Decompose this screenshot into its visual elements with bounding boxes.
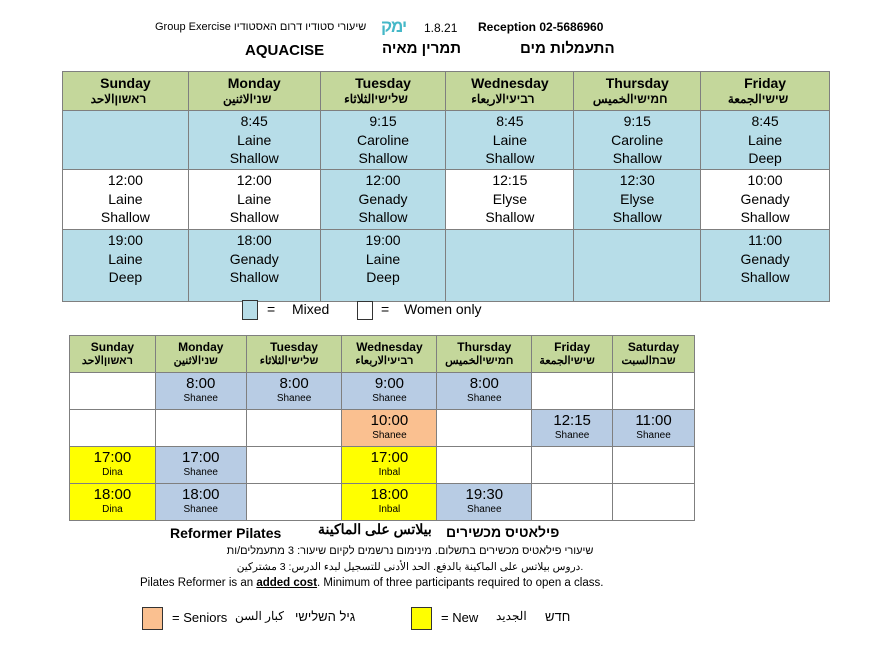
pilates-class-cell xyxy=(246,484,342,521)
pilates-class-cell xyxy=(342,484,437,521)
seniors-legend-hebrew: גיל השלישי xyxy=(295,609,356,624)
pilates-class-cell xyxy=(70,373,156,410)
aquacise-class-cell xyxy=(320,111,446,170)
class-pool: Shallow xyxy=(100,209,150,225)
day-name-hebrew: שישי xyxy=(570,355,595,367)
women-only-legend-label: Women only xyxy=(404,301,482,317)
class-instructor: Caroline xyxy=(611,131,664,148)
aquacise-class-cell xyxy=(574,170,701,230)
class-time: 18:00 xyxy=(370,486,409,503)
class-instructor: Genady xyxy=(229,250,279,267)
class-time: 12:00 xyxy=(365,172,401,188)
day-name-hebrew-arabic xyxy=(437,354,531,368)
class-time: 8:45 xyxy=(496,113,524,129)
pilates-class-cell xyxy=(613,410,695,447)
class-time: 9:15 xyxy=(623,113,651,129)
day-name-hebrew-arabic xyxy=(156,354,246,368)
aquacise-day-header-thursday xyxy=(574,72,701,111)
class-instructor: Shanee xyxy=(467,504,502,515)
day-name-english: Thursday xyxy=(605,75,669,91)
day-name-hebrew-arabic xyxy=(446,91,573,107)
pilates-class-cell xyxy=(437,373,532,410)
day-name-hebrew: ראשון xyxy=(114,92,147,106)
aquacise-class-cell xyxy=(63,170,189,230)
pilates-class-cell xyxy=(342,410,437,447)
seniors-legend-label: = Seniors xyxy=(172,610,228,625)
day-name-arabic: السبت xyxy=(621,355,652,367)
class-instructor: Shanee xyxy=(372,393,407,404)
class-time: 19:30 xyxy=(465,486,504,503)
new-legend-hebrew: חדש xyxy=(545,609,571,624)
pilates-note-english-3: . Minimum of three participants required to open a class. xyxy=(317,577,604,589)
pilates-class-cell xyxy=(532,484,613,521)
women-only-legend-swatch xyxy=(357,301,373,320)
header-reception: Reception 02-5686960 xyxy=(478,20,604,34)
pilates-class-cell xyxy=(342,447,437,484)
aquacise-title-arabic: תמרין מאיה xyxy=(382,40,462,57)
day-name-english: Friday xyxy=(554,340,591,354)
class-pool: Deep xyxy=(108,269,143,285)
day-name-arabic: الاثنين xyxy=(173,355,201,367)
day-name-hebrew: שישי xyxy=(761,92,789,106)
pilates-class-cell xyxy=(246,410,342,447)
aquacise-day-header-friday xyxy=(701,72,830,111)
pilates-class-cell xyxy=(613,484,695,521)
class-time: 12:15 xyxy=(553,412,591,429)
class-time: 19:00 xyxy=(365,232,401,248)
pilates-class-cell xyxy=(342,373,437,410)
aquacise-class-cell xyxy=(63,111,189,170)
women-legend-eq: = xyxy=(381,301,390,317)
class-instructor: Shanee xyxy=(467,393,502,404)
class-instructor: Elyse xyxy=(620,190,655,207)
class-instructor: Caroline xyxy=(356,131,410,148)
class-instructor: Genady xyxy=(740,250,790,267)
header-left-text: Group Exercise שיעורי סטודיו דרום האסטודיו xyxy=(155,21,367,33)
pilates-day-header-wednesday xyxy=(342,336,437,373)
day-name-hebrew-arabic xyxy=(70,354,155,368)
day-name-arabic: الثلاثاء xyxy=(344,92,375,106)
pilates-class-cell xyxy=(155,484,246,521)
mixed-legend-label: Mixed xyxy=(292,301,330,317)
class-instructor: Laine xyxy=(237,190,272,207)
class-pool: Shallow xyxy=(612,209,662,225)
class-time: 9:15 xyxy=(369,113,397,129)
day-name-arabic: الاربعاء xyxy=(355,355,387,367)
class-instructor: Genady xyxy=(740,190,790,207)
class-time: 17:00 xyxy=(370,449,409,466)
class-time: 8:45 xyxy=(751,113,779,129)
day-name-english: Wednesday xyxy=(356,340,423,354)
table-row xyxy=(70,484,695,521)
pilates-day-header-saturday xyxy=(613,336,695,373)
aquacise-day-header-row xyxy=(63,72,830,111)
pilates-note-arabic: دروس بيلاتس على الماكينة بالدفع. الحد الأدنى للتسجيل لبدء الدرس: 3 مشتركين. xyxy=(236,561,584,573)
class-time: 12:30 xyxy=(619,172,655,188)
day-name-hebrew-arabic xyxy=(63,91,188,107)
pilates-class-cell xyxy=(155,373,246,410)
class-time: 8:45 xyxy=(240,113,268,129)
aquacise-class-cell xyxy=(320,170,446,230)
pilates-day-header-friday xyxy=(532,336,613,373)
class-pool: Shallow xyxy=(358,209,408,225)
pilates-class-cell xyxy=(246,447,342,484)
day-name-english: Thursday xyxy=(457,340,512,354)
ymca-logo: ימק xyxy=(381,17,407,36)
table-row xyxy=(63,170,830,230)
class-time: 12:00 xyxy=(107,172,143,188)
table-row xyxy=(70,410,695,447)
class-pool: Shallow xyxy=(229,209,279,225)
pilates-note-english-1: Pilates Reformer is an xyxy=(140,577,257,589)
class-pool: Shallow xyxy=(485,150,535,166)
class-instructor: Shanee xyxy=(636,430,671,441)
class-time: 10:00 xyxy=(370,412,409,429)
aquacise-class-cell xyxy=(701,230,830,302)
pilates-class-cell xyxy=(613,447,695,484)
day-name-english: Sunday xyxy=(90,340,135,354)
aquacise-class-cell xyxy=(320,230,446,302)
class-instructor: Shanee xyxy=(183,393,218,404)
pilates-class-cell xyxy=(70,410,156,447)
pilates-day-header-thursday xyxy=(437,336,532,373)
aquacise-schedule-table xyxy=(62,71,830,302)
pilates-note-added-cost: added cost xyxy=(256,577,318,589)
day-name-arabic: الاربعاء xyxy=(471,92,506,106)
class-time: 18:00 xyxy=(93,486,132,503)
class-instructor: Shanee xyxy=(276,393,312,404)
mixed-legend-swatch xyxy=(242,300,258,320)
aquacise-class-cell xyxy=(574,111,701,170)
day-name-hebrew: שני xyxy=(252,92,272,106)
day-name-english: Saturday xyxy=(627,340,680,354)
class-instructor: Shanee xyxy=(183,504,218,515)
pilates-class-cell xyxy=(532,410,613,447)
aquacise-class-cell xyxy=(446,111,574,170)
pilates-day-header-row xyxy=(70,336,695,373)
aquacise-day-header-monday xyxy=(188,72,320,111)
class-pool: Shallow xyxy=(740,269,790,285)
class-instructor: Inbal xyxy=(378,467,401,478)
day-name-hebrew-arabic xyxy=(342,354,436,368)
class-instructor: Shanee xyxy=(372,430,407,441)
day-name-hebrew: ראשון xyxy=(103,355,133,367)
mixed-legend-eq: = xyxy=(267,301,276,317)
seniors-legend-swatch xyxy=(142,607,163,630)
day-name-hebrew: שלישי xyxy=(374,92,408,106)
aquacise-class-cell xyxy=(188,111,320,170)
day-name-hebrew-arabic xyxy=(574,91,700,107)
pilates-schedule-table xyxy=(69,335,695,521)
day-name-hebrew-arabic xyxy=(321,91,446,107)
day-name-hebrew: רביעי xyxy=(505,92,535,106)
aquacise-title-hebrew: התעמלות מים xyxy=(520,40,615,57)
pilates-class-cell xyxy=(246,373,342,410)
class-pool: Shallow xyxy=(740,209,790,225)
aquacise-day-header-wednesday xyxy=(446,72,574,111)
day-name-hebrew-arabic xyxy=(613,354,694,368)
table-row xyxy=(63,230,830,302)
pilates-class-cell xyxy=(155,447,246,484)
class-pool: Shallow xyxy=(612,150,662,166)
reformer-pilates-title: Reformer Pilates xyxy=(170,525,282,541)
aquacise-day-header-sunday xyxy=(63,72,189,111)
new-legend-swatch xyxy=(411,607,432,630)
pilates-class-cell xyxy=(155,410,246,447)
aquacise-class-cell xyxy=(188,230,320,302)
day-name-english: Tuesday xyxy=(270,340,318,354)
day-name-arabic: الاثنين xyxy=(223,92,253,106)
day-name-arabic: الاحد xyxy=(81,355,104,367)
pilates-class-cell xyxy=(437,410,532,447)
class-pool: Shallow xyxy=(229,150,279,166)
class-instructor: Elyse xyxy=(492,190,527,207)
day-name-hebrew-arabic xyxy=(701,91,829,107)
day-name-arabic: الثلاثاء xyxy=(259,355,288,367)
day-name-hebrew: שלישי xyxy=(287,355,319,367)
pilates-class-cell xyxy=(70,447,156,484)
day-name-english: Sunday xyxy=(100,75,151,91)
aquacise-class-cell xyxy=(701,170,830,230)
class-pool: Deep xyxy=(366,269,400,285)
aquacise-class-cell xyxy=(63,230,189,302)
table-row xyxy=(70,373,695,410)
day-name-english: Monday xyxy=(227,75,281,91)
pilates-day-header-monday xyxy=(155,336,246,373)
class-time: 17:00 xyxy=(93,449,132,466)
day-name-arabic: الاحد xyxy=(90,92,115,106)
class-instructor: Laine xyxy=(108,250,143,267)
class-instructor: Laine xyxy=(237,131,272,148)
day-name-hebrew: רביעי xyxy=(386,355,414,367)
aquacise-day-header-tuesday xyxy=(320,72,446,111)
class-time: 19:00 xyxy=(107,232,143,248)
class-instructor: Dina xyxy=(102,467,123,478)
pilates-note-english xyxy=(140,577,603,589)
day-name-arabic: الجمعة xyxy=(727,92,762,106)
pilates-class-cell xyxy=(532,447,613,484)
class-time: 8:00 xyxy=(279,375,309,392)
aquacise-title: AQUACISE xyxy=(245,42,325,59)
class-instructor: Shanee xyxy=(554,430,590,441)
class-time: 11:00 xyxy=(635,412,672,429)
class-instructor: Shanee xyxy=(183,467,218,478)
day-name-hebrew-arabic xyxy=(247,354,342,368)
day-name-hebrew: שבת xyxy=(651,355,676,367)
class-time: 17:00 xyxy=(181,449,220,466)
day-name-hebrew: חמישי xyxy=(633,92,668,106)
day-name-hebrew: חמישי xyxy=(482,355,514,367)
class-time: 12:15 xyxy=(492,172,528,188)
class-instructor: Inbal xyxy=(378,504,401,515)
pilates-class-cell xyxy=(613,373,695,410)
class-pool: Shallow xyxy=(358,150,408,166)
seniors-legend-arabic: كبار السن xyxy=(235,609,284,623)
class-instructor: Laine xyxy=(108,190,143,207)
class-pool: Deep xyxy=(748,150,782,166)
aquacise-class-cell xyxy=(574,230,701,302)
day-name-arabic: الخميس xyxy=(445,355,483,367)
day-name-english: Wednesday xyxy=(471,75,549,91)
class-instructor: Dina xyxy=(102,504,123,515)
pilates-day-header-tuesday xyxy=(246,336,342,373)
class-time: 18:00 xyxy=(236,232,272,248)
day-name-hebrew-arabic xyxy=(532,354,612,368)
table-row xyxy=(63,111,830,170)
aquacise-class-cell xyxy=(188,170,320,230)
class-time: 9:00 xyxy=(374,375,405,392)
class-instructor: Laine xyxy=(365,250,401,267)
pilates-day-header-sunday xyxy=(70,336,156,373)
class-time: 11:00 xyxy=(748,232,783,248)
day-name-hebrew: שני xyxy=(201,355,218,367)
class-instructor: Genady xyxy=(358,190,408,207)
day-name-arabic: الخميس xyxy=(592,92,634,106)
day-name-english: Tuesday xyxy=(355,75,411,91)
class-pool: Shallow xyxy=(229,269,279,285)
header-date: 1.8.21 xyxy=(424,21,458,35)
pilates-class-cell xyxy=(532,373,613,410)
class-pool: Shallow xyxy=(485,209,535,225)
reformer-pilates-title-hebrew: פילאטיס מכשירים xyxy=(446,524,560,540)
class-time: 8:00 xyxy=(469,375,499,392)
class-time: 10:00 xyxy=(747,172,783,188)
aquacise-class-cell xyxy=(446,230,574,302)
class-time: 12:00 xyxy=(236,172,272,188)
new-legend-label: = New xyxy=(441,610,479,625)
day-name-arabic: الجمعة xyxy=(539,355,571,367)
class-instructor: Laine xyxy=(492,131,527,148)
aquacise-class-cell xyxy=(446,170,574,230)
pilates-class-cell xyxy=(70,484,156,521)
class-time: 18:00 xyxy=(181,486,220,503)
day-name-hebrew-arabic xyxy=(189,91,320,107)
new-legend-arabic: الجديد xyxy=(496,609,527,623)
pilates-class-cell xyxy=(437,447,532,484)
class-instructor: Laine xyxy=(747,131,783,148)
aquacise-class-cell xyxy=(701,111,830,170)
pilates-note-hebrew: שיעורי פילאטיס מכשירים בתשלום. מינימום נרשמים לקיום שיעור: 3 מתעמלים/ות xyxy=(226,545,594,557)
day-name-english: Friday xyxy=(744,75,787,91)
reformer-pilates-title-arabic: بيلاتس على الماكينة xyxy=(318,521,432,537)
day-name-english: Monday xyxy=(178,340,224,354)
class-time: 8:00 xyxy=(186,375,216,392)
pilates-class-cell xyxy=(437,484,532,521)
table-row xyxy=(70,447,695,484)
